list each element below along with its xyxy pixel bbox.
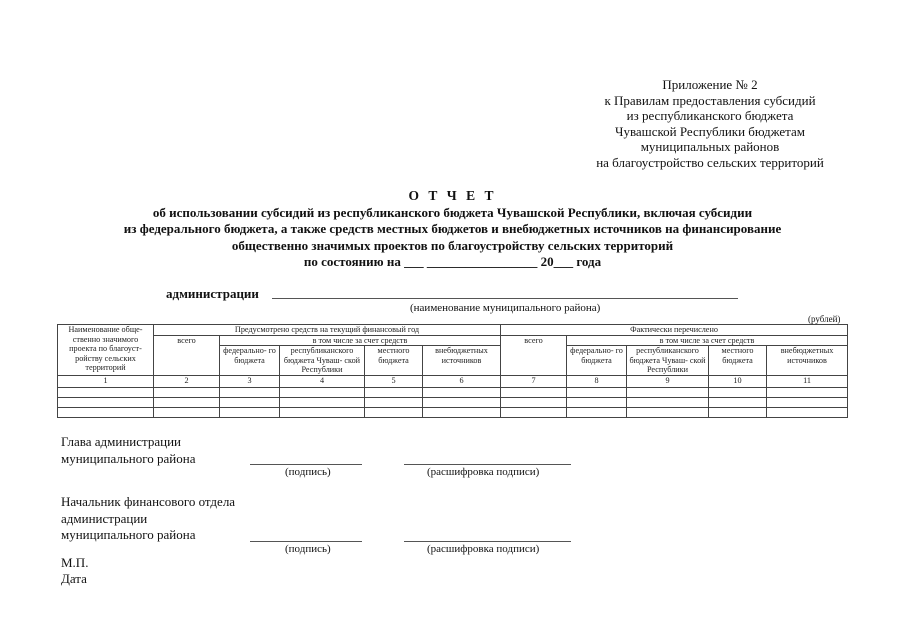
table-cell[interactable] [365,407,423,417]
column-number: 6 [423,375,501,387]
header-extrabudget: внебюджетных источников [423,346,501,376]
header-local: местного бюджета [709,346,767,376]
table-cell[interactable] [767,387,848,397]
table-cell[interactable] [220,387,280,397]
head-signature-title [61,434,195,467]
table-cell[interactable] [58,387,154,397]
appendix-line: к Правилам предоставления субсидий [604,92,816,108]
appendix-header [560,77,860,171]
title-line: из федерального бюджета, а также средств местных бюджетов и внебюджетных источников на финансирование [123,221,782,236]
title-line: общественно значимых проектов по благоустройству сельских территорий [231,237,674,253]
report-title [40,188,865,271]
column-numbers-row [58,375,848,387]
column-number: 4 [280,375,365,387]
table-cell[interactable] [220,397,280,407]
header-planned-including: в том числе за счет средств [220,335,501,346]
column-number: 1 [58,375,154,387]
finance-signature-field[interactable] [250,541,362,542]
table-cell[interactable] [709,387,767,397]
table-cell[interactable] [220,407,280,417]
appendix-line: на благоустройство сельских территорий [596,154,824,170]
table-cell[interactable] [365,387,423,397]
table-row [58,397,848,407]
title-line: об использовании субсидий из республиканского бюджета Чувашской Республики, включая субсидии [152,204,753,220]
admin-name-caption: (наименование муниципального района) [410,302,601,314]
header-federal: федерально- го бюджета [220,346,280,376]
column-number: 7 [501,375,567,387]
table-cell[interactable] [767,397,848,407]
header-extrabudget: внебюджетных источников [767,346,848,376]
column-number: 5 [365,375,423,387]
column-number: 10 [709,375,767,387]
units-label: (рублей) [808,314,841,324]
column-number: 3 [220,375,280,387]
table-cell[interactable] [154,397,220,407]
appendix-line: Приложение № 2 [662,77,758,92]
table-cell[interactable] [567,407,627,417]
signature-title-line: Глава администрации [61,434,182,449]
table-cell[interactable] [423,387,501,397]
signature-title-line: администрации [61,510,148,526]
report-date-line: по состоянию на ___ _________________ 20___ года [303,254,602,269]
head-signature-field[interactable] [250,464,362,465]
report-table [57,324,848,418]
header-local: местного бюджета [365,346,423,376]
head-signature-caption: (подпись) [285,466,331,478]
admin-label: администрации [166,286,259,301]
appendix-line: из республиканского бюджета [626,108,794,124]
table-cell[interactable] [567,397,627,407]
page-title: О Т Ч Е Т [408,188,497,203]
table-cell[interactable] [627,387,709,397]
header-republic: республиканского бюджета Чуваш- ской Республики [627,346,709,376]
finance-decode-field[interactable] [404,541,571,542]
table-cell[interactable] [567,387,627,397]
signature-title-line: Начальник финансового отдела [61,494,236,509]
table-cell[interactable] [280,397,365,407]
finance-signature-caption: (подпись) [285,543,331,555]
admin-name-field[interactable] [272,298,738,299]
header-actual-including: в том числе за счет средств [567,335,848,346]
table-cell[interactable] [627,407,709,417]
finance-decode-caption: (расшифровка подписи) [427,543,540,555]
table-cell[interactable] [423,407,501,417]
table-cell[interactable] [58,397,154,407]
table-row [58,387,848,397]
header-federal: федерально- го бюджета [567,346,627,376]
table-row [58,407,848,417]
header-project-name: Наименование обще- ственно значимого проекта по благоуст- ройству сельских территорий [58,325,154,376]
table-cell[interactable] [423,397,501,407]
stamp-label: М.П. [61,555,89,570]
header-republic: республиканского бюджета Чуваш- ской Республики [280,346,365,376]
table-cell[interactable] [280,407,365,417]
date-label: Дата [61,571,87,586]
column-number: 9 [627,375,709,387]
signature-title-line: муниципального района [61,450,196,466]
table-cell[interactable] [365,397,423,407]
header-planned-total: всего [154,335,220,375]
header-actual: Фактически перечислено [501,325,848,336]
table-cell[interactable] [709,397,767,407]
column-number: 11 [767,375,848,387]
table-cell[interactable] [767,407,848,417]
table-cell[interactable] [501,407,567,417]
table-cell[interactable] [58,407,154,417]
finance-signature-title [61,494,235,544]
table-cell[interactable] [154,407,220,417]
column-number: 2 [154,375,220,387]
table-cell[interactable] [280,387,365,397]
head-decode-field[interactable] [404,464,571,465]
column-number: 8 [567,375,627,387]
header-planned: Предусмотрено средств на текущий финансовый год [154,325,501,336]
table-cell[interactable] [154,387,220,397]
table-cell[interactable] [501,397,567,407]
appendix-line: муниципальных районов [640,139,780,155]
head-decode-caption: (расшифровка подписи) [427,466,540,478]
signature-title-line: муниципального района [61,527,196,542]
table-cell[interactable] [709,407,767,417]
table-cell[interactable] [627,397,709,407]
table-cell[interactable] [501,387,567,397]
header-actual-total: всего [501,335,567,375]
appendix-line: Чувашской Республики бюджетам [615,123,805,139]
